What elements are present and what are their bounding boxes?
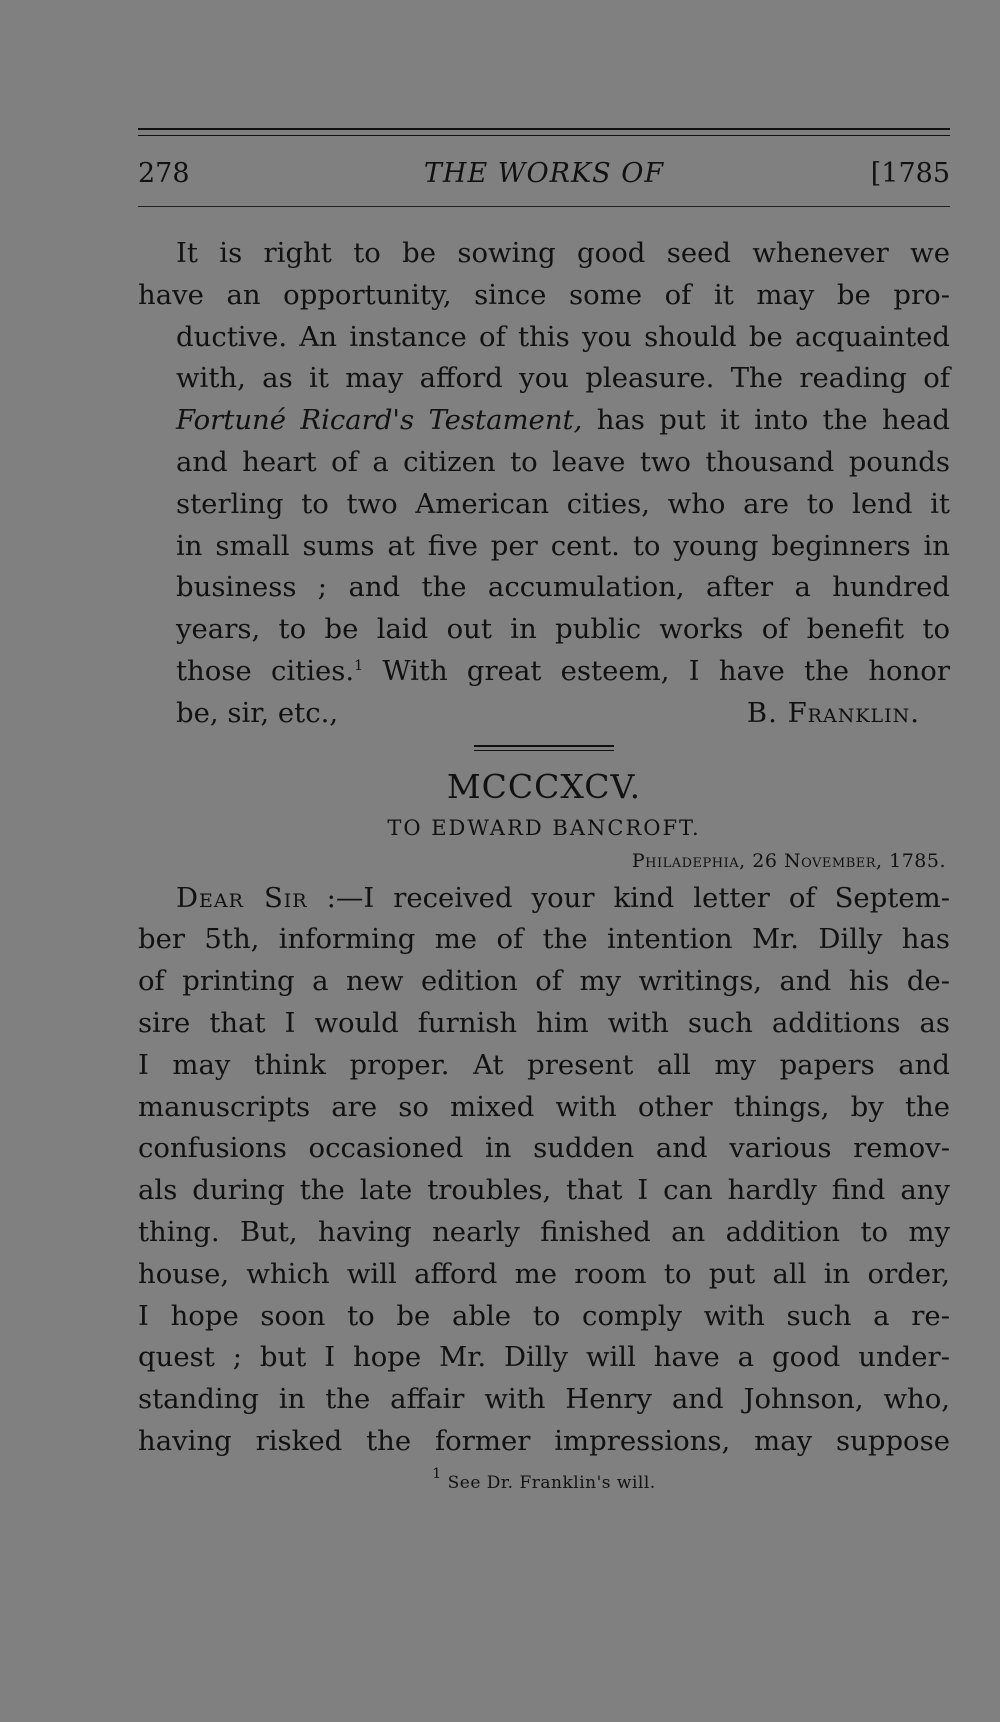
footnote-marker: 1 [432, 1465, 442, 1482]
text-line: standing in the affair with Henry and Johnson, who, [138, 1383, 950, 1416]
signature: B. Franklin. [746, 696, 920, 729]
text-line: ductive. An instance of this you should be acquainted [176, 320, 950, 353]
footnote [138, 1465, 950, 1493]
letter-number: MCCCXCV. [446, 766, 642, 806]
running-title: THE WORKS OF [423, 158, 665, 189]
footnote-reference: 1 [354, 657, 364, 674]
text-line: als during the late troubles, that I can hardly find any [138, 1174, 950, 1207]
closing-phrase: be, sir, etc., [176, 696, 339, 729]
text-line: quest ; but I hope Mr. Dilly will have a good under- [138, 1341, 950, 1374]
text-line: thing. But, having nearly finished an addition to my [138, 1215, 950, 1248]
text-line: I may think proper. At present all my papers and [138, 1048, 950, 1081]
text-fragment: :—I received your kind letter of Septem- [326, 881, 950, 914]
year-marker: [1785 [870, 158, 950, 189]
text-line: It is right to be sowing good seed whenever we [176, 237, 950, 269]
text-line: of printing a new edition of my writings, and his de- [138, 965, 950, 998]
text-line: sterling to two American cities, who are to lend it [176, 487, 950, 520]
header-rule [138, 206, 950, 207]
text-line: I hope soon to be able to comply with such a re- [138, 1299, 950, 1332]
closing-line [138, 693, 950, 735]
text-line: business ; and the accumulation, after a hundred [176, 571, 950, 604]
text-fragment: those cities. [176, 654, 355, 687]
book-page [138, 128, 950, 1493]
footnote-text: See Dr. Franklin's will. [447, 1472, 656, 1493]
text-line: years, to be laid out in public works of benefit to [176, 613, 950, 646]
page-number: 278 [138, 158, 190, 189]
text-line: ber 5th, informing me of the intention Mr. Dilly has [138, 923, 950, 956]
text-line: with, as it may afford you pleasure. The reading of [176, 362, 950, 395]
text-line: house, which will afford me room to put all in order, [138, 1257, 950, 1290]
text-line: sire that I would furnish him with such additions as [138, 1006, 950, 1039]
running-head [138, 146, 950, 206]
letter-recipient: TO EDWARD BANCROFT. [387, 815, 701, 840]
italic-book-title: Fortuné Ricard's Testament, [176, 404, 583, 437]
text-line-with-title [138, 400, 950, 442]
text-line-with-footnote [138, 651, 950, 693]
text-line: have an opportunity, since some of it may be pro- [138, 278, 950, 311]
text-fragment: With great esteem, I have the honor [382, 654, 950, 687]
text-line: having risked the former impressions, may suppose [138, 1424, 950, 1457]
text-line: confusions occasioned in sudden and various remov- [138, 1132, 950, 1165]
text-fragment: has put it into the head [596, 404, 951, 437]
letter-dateline: Philadephia, 26 November, 1785. [631, 849, 946, 872]
salutation: Dear Sir [176, 881, 308, 914]
section-divider [474, 745, 614, 751]
top-double-rule [138, 128, 950, 136]
text-line: and heart of a citizen to leave two thousand pounds [176, 445, 950, 478]
paragraph-closing-letter [138, 233, 950, 735]
text-line-with-salutation [138, 878, 950, 920]
text-line: in small sums at five per cent. to young beginners in [176, 529, 950, 562]
text-line: manuscripts are so mixed with other things, by the [138, 1090, 950, 1123]
letter-body [138, 878, 950, 1463]
